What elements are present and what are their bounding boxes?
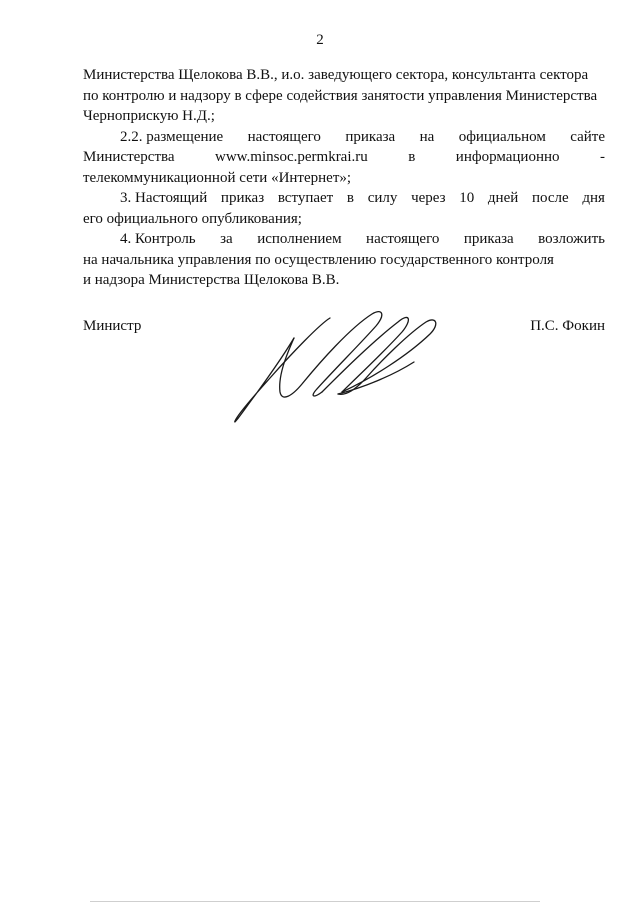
paragraph-2-2 [83, 127, 605, 189]
word: настоящего [247, 128, 321, 145]
text-line [83, 168, 605, 189]
text-line [83, 188, 605, 209]
text-line [83, 147, 605, 168]
signatory-title: Министр [83, 318, 142, 334]
word: настоящего [366, 231, 440, 247]
word: - [599, 149, 605, 165]
word: на [419, 128, 435, 145]
text-line-content: Министерства Щелокова В.В., и.о. заведующего сектора, консультанта сектора [83, 67, 589, 83]
text-line [83, 65, 605, 86]
text-line-content: Черноприскую Н.Д.; [83, 108, 215, 124]
text-line [83, 106, 605, 127]
text-line [83, 209, 605, 230]
text-line [83, 229, 605, 250]
text-line-content: его официального опубликования; [83, 210, 302, 227]
paragraph-2-1-continuation [83, 65, 605, 127]
text-line [83, 250, 605, 271]
text-line [83, 270, 605, 291]
word: исполнением [257, 231, 342, 247]
word: дней [487, 190, 519, 206]
handwritten-signature [222, 298, 452, 428]
word: возложить [538, 231, 605, 247]
word: вступает [277, 190, 334, 206]
word: дня [582, 190, 605, 206]
website-url: www.minsoc.permkrai.ru [215, 149, 368, 165]
word: 2.2. размещение [120, 128, 224, 145]
word: 4. Контроль [120, 231, 196, 247]
word: 10 [459, 190, 475, 206]
text-line-content: по контролю и надзору в сфере содействия занятости управления Министерства [83, 87, 598, 104]
word: приказа [463, 231, 514, 247]
document-body [83, 65, 605, 291]
text-line [83, 127, 605, 148]
page-number: 2 [316, 32, 324, 48]
word: 3. Настоящий [120, 190, 208, 206]
word: после [531, 190, 569, 206]
word: приказа [345, 128, 396, 145]
word: в [346, 190, 355, 206]
signatory-name: П.С. Фокин [530, 318, 605, 334]
text-line-content: и надзора Министерства Щелокова В.В. [83, 272, 340, 288]
word: в [408, 149, 416, 165]
text-line-content: телекоммуникационной сети «Интернет»; [83, 169, 352, 186]
word: силу [367, 190, 398, 206]
page-bottom-rule [90, 901, 540, 902]
word: Министерства [83, 149, 175, 165]
text-line [83, 86, 605, 107]
word: за [220, 231, 233, 247]
word: через [411, 190, 446, 206]
word: сайте [570, 128, 605, 145]
word: приказ [220, 190, 265, 206]
paragraph-4 [83, 229, 605, 291]
word: официальном [458, 128, 546, 145]
paragraph-3 [83, 188, 605, 229]
text-line-content: на начальника управления по осуществлению государственного контроля [83, 251, 554, 268]
word: информационно [455, 149, 560, 165]
